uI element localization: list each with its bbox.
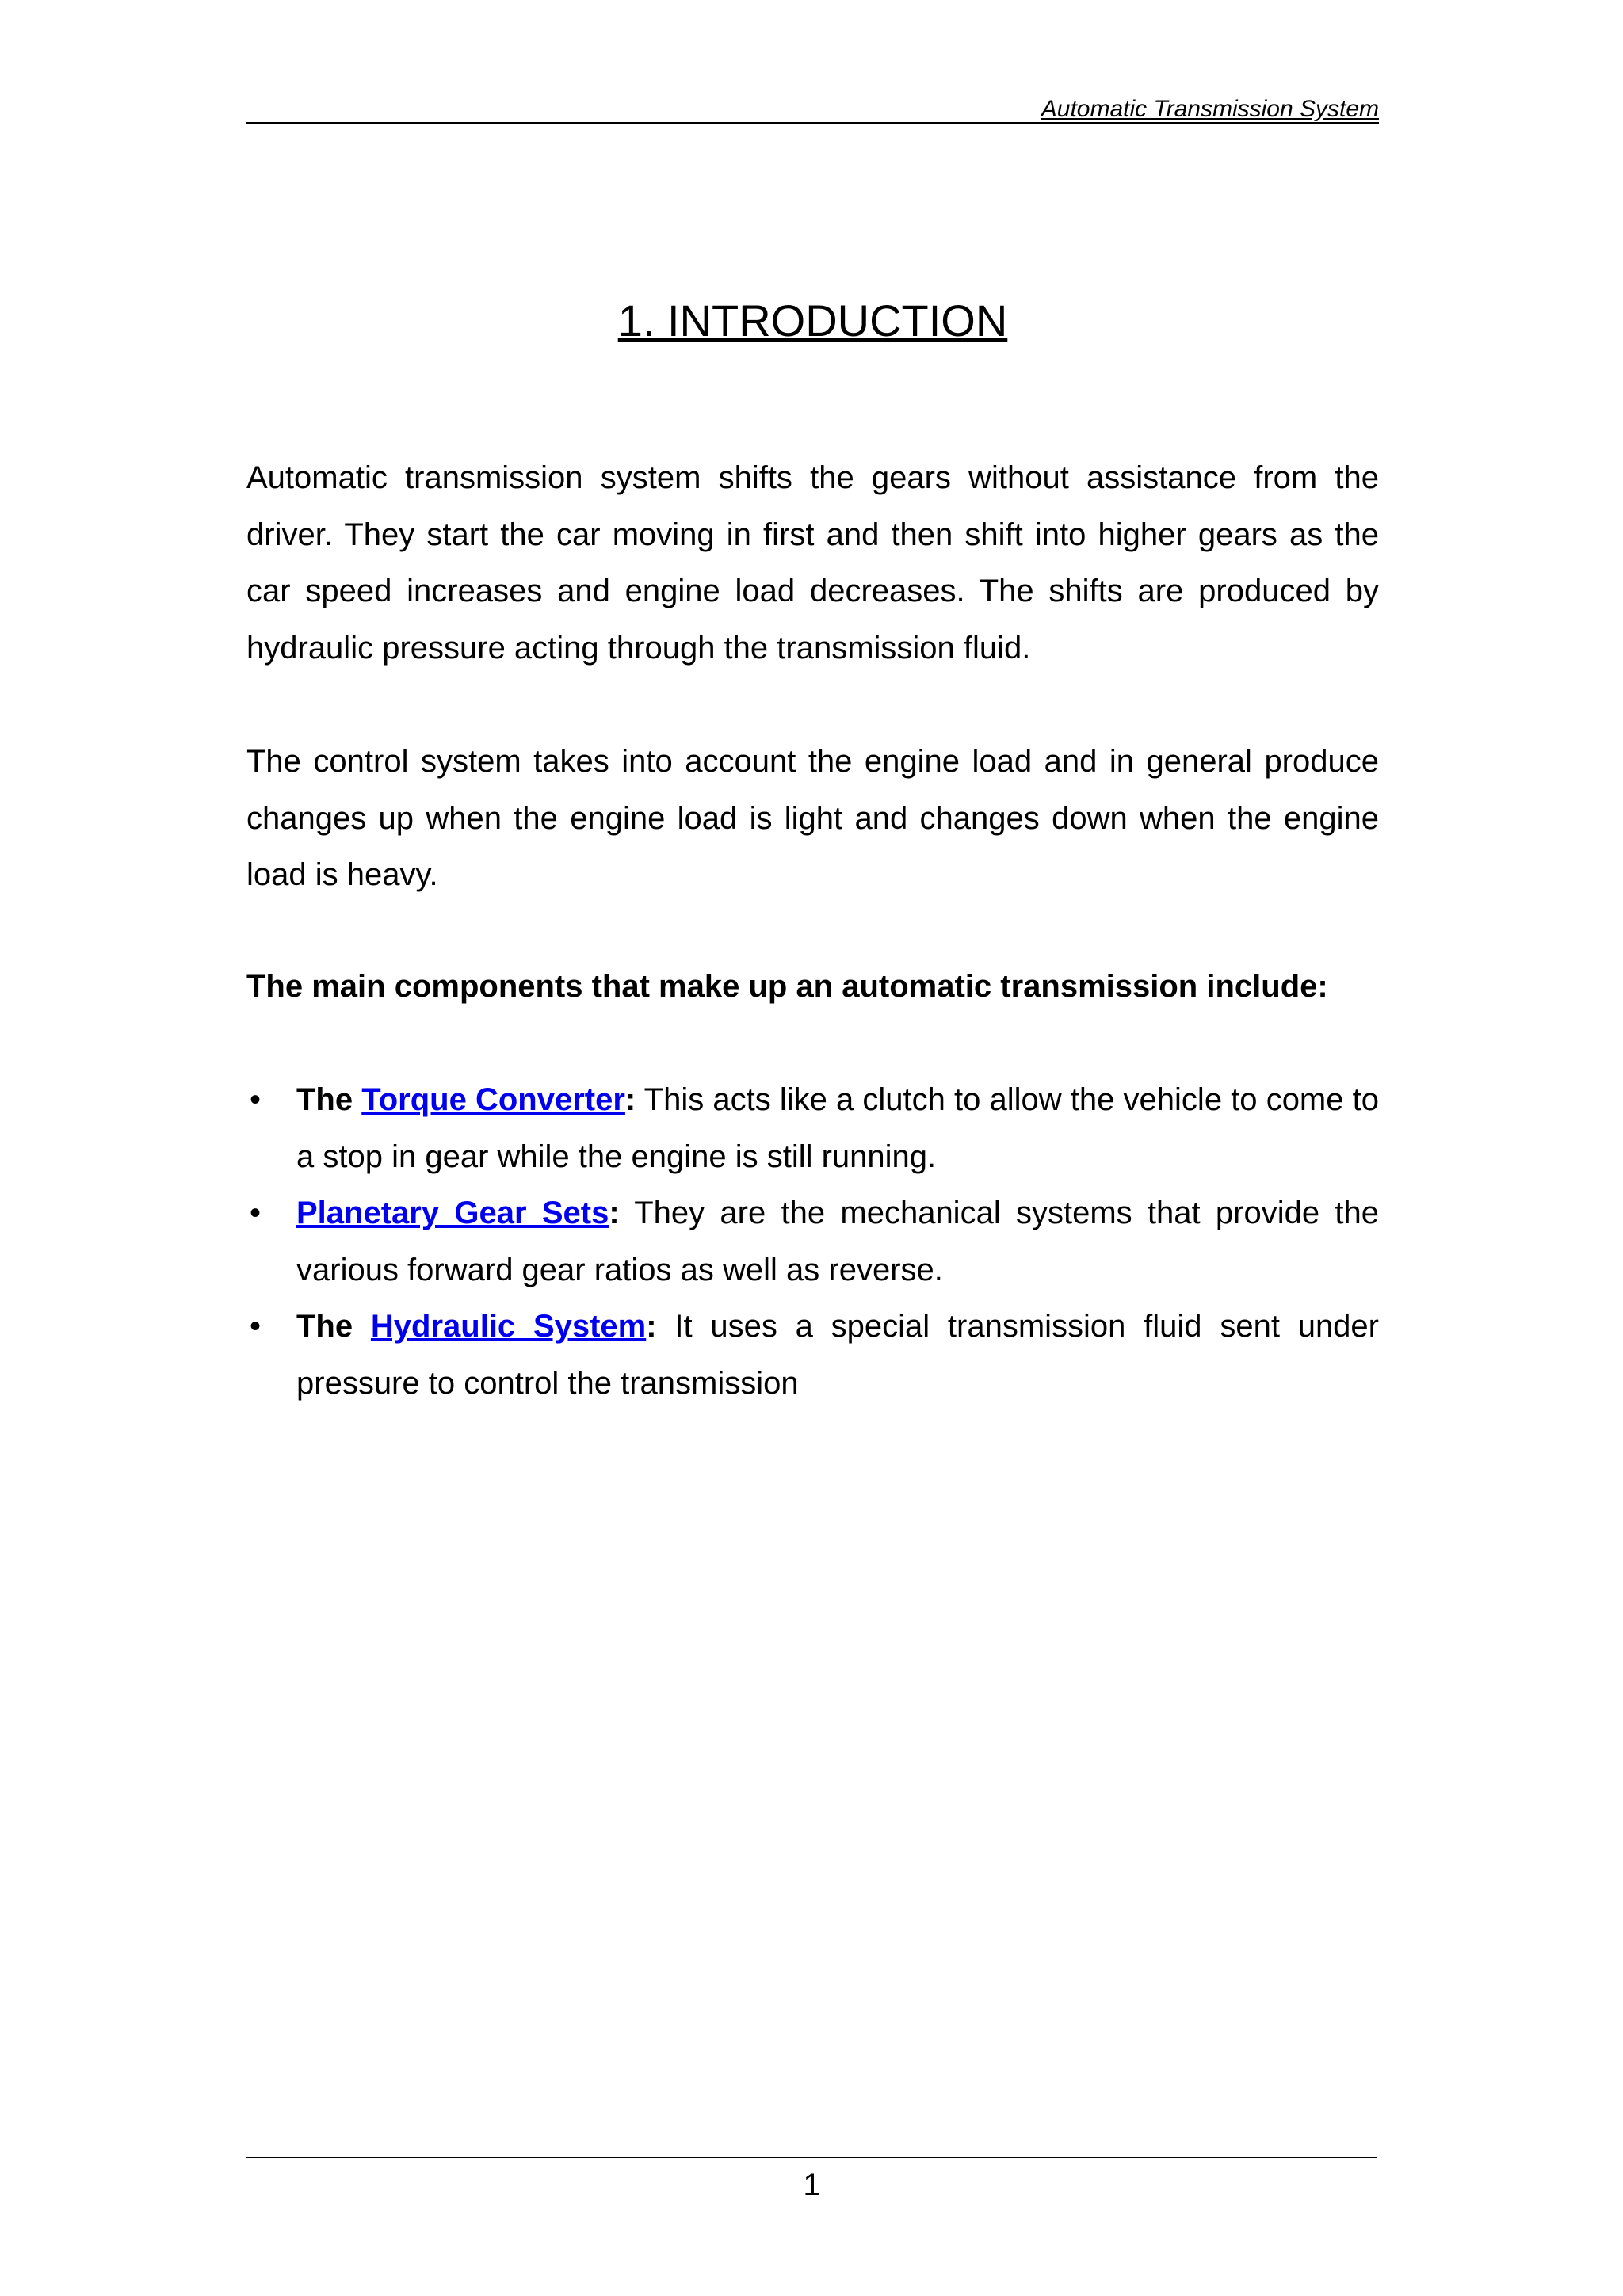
component-description: This acts like a clutch to allow the vehicle to come to a stop in gear while the engine is still running. [296,1082,1379,1174]
list-item-planetary-gear-sets [246,1185,1379,1299]
component-prefix: The [296,1309,371,1344]
component-description: It uses a special transmission fluid sent under pressure to control the transmission [296,1309,1379,1401]
torque-converter-link[interactable]: Torque Converter [361,1082,625,1117]
footer-divider [246,2157,1377,2158]
components-list [246,1072,1379,1412]
intro-paragraph: Automatic transmission system shifts the gears without assistance from the driver. They start the car moving in first and then shift into higher gears as the car speed increases and engine load decreases. The shifts are produced by hydraulic pressure acting through the transmission fluid. [246,460,1379,666]
component-colon: : [609,1196,620,1230]
bullet-icon: • [250,1082,262,1117]
hydraulic-system-link[interactable]: Hydraulic System [370,1309,647,1344]
running-header-title: Automatic Transmission System [1041,96,1379,122]
component-colon: : [646,1309,657,1344]
component-description: They are the mechanical systems that provide the various forward gear ratios as well as reverse. [296,1196,1380,1287]
components-heading: The main components that make up an automatic transmission include: [246,969,1328,1004]
page-number: 1 [803,2168,821,2203]
bullet-icon: • [250,1196,262,1230]
running-header [246,95,1379,124]
component-prefix: The [296,1082,362,1117]
planetary-gear-sets-link[interactable]: Planetary Gear Sets [296,1196,609,1230]
list-item-hydraulic-system [246,1299,1379,1412]
control-system-paragraph: The control system takes into account the engine load and in general produce changes up when the engine load is light and changes down when the engine load is heavy. [246,744,1379,892]
list-item-torque-converter [246,1072,1379,1185]
page-title: 1. INTRODUCTION [617,296,1008,345]
component-colon: : [624,1082,636,1117]
bullet-icon: • [250,1309,262,1344]
